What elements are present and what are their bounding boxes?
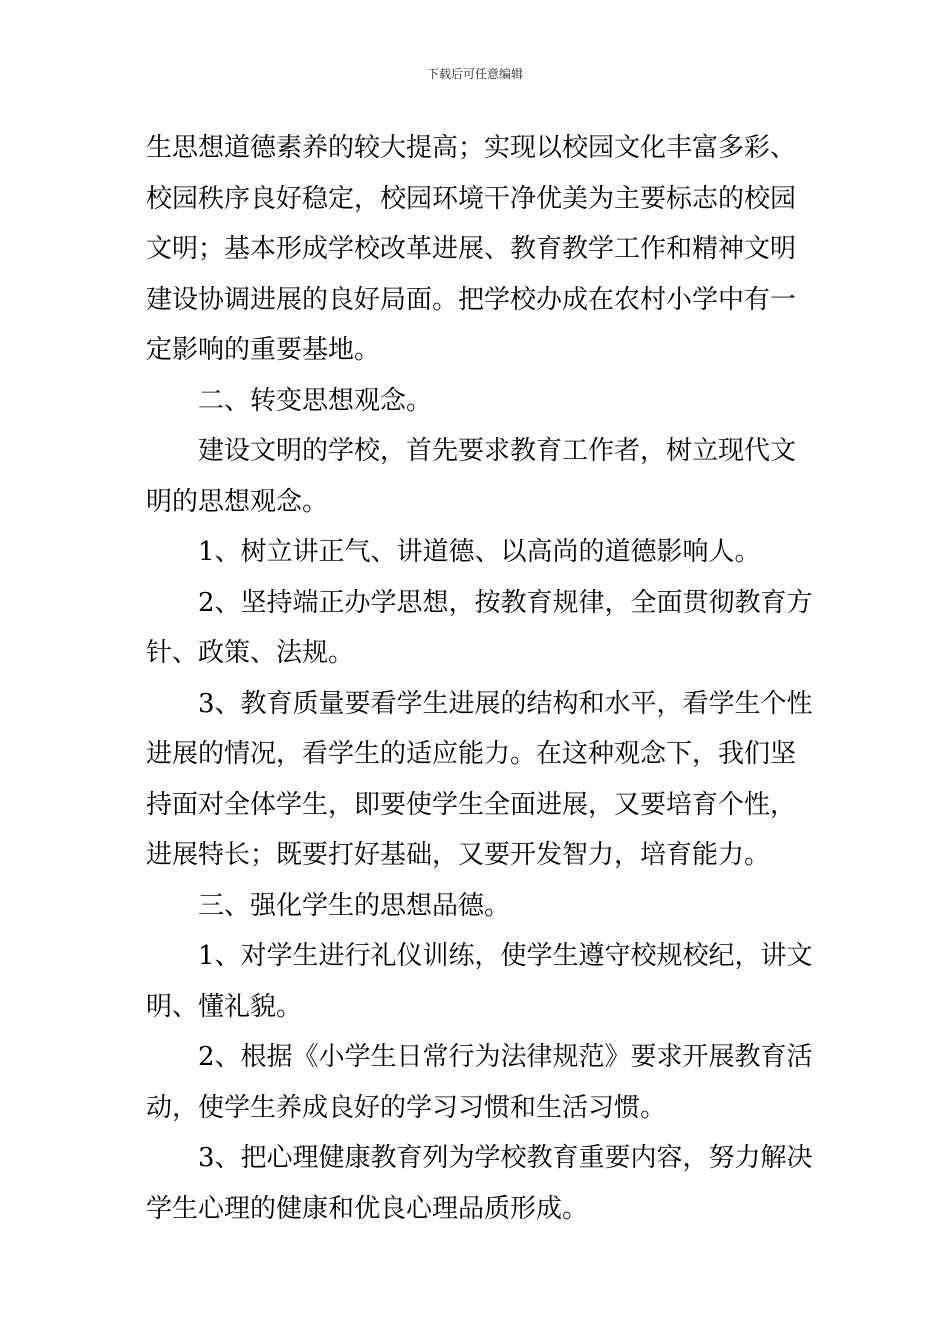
text-line: 建设协调进展的良好局面。把学校办成在农村小学中有一 <box>146 284 797 315</box>
text-line: 生思想道德素养的较大提高；实现以校园文化丰富多彩、 <box>146 133 797 163</box>
list-item: 1、树立讲正气、讲道德、以高尚的道德影响人。 <box>198 537 761 567</box>
text-line: 学生心理的健康和优良心理品质形成。 <box>146 1193 589 1224</box>
list-item: 1、对学生进行礼仪训练，使学生遵守校规校纪，讲文 <box>198 941 813 971</box>
text-line: 定影响的重要基地。 <box>146 335 381 365</box>
text-line: 校园秩序良好稳定，校园环境干净优美为主要标志的校园 <box>146 183 797 214</box>
section-heading: 二、转变思想观念。 <box>198 385 433 416</box>
text-line: 明的思想观念。 <box>146 486 329 517</box>
text-line: 建设文明的学校，首先要求教育工作者，树立现代文 <box>198 436 797 466</box>
page-header: 下载后可任意编辑 <box>426 67 523 81</box>
list-item: 3、把心理健康教育列为学校教育重要内容，努力解决 <box>198 1143 813 1173</box>
text-line: 动，使学生养成良好的学习习惯和生活习惯。 <box>146 1092 667 1123</box>
document-body <box>146 123 813 1234</box>
list-item: 2、坚持端正办学思想，按教育规律，全面贯彻教育方 <box>198 587 813 618</box>
text-line: 进展特长；既要打好基础，又要开发智力，培育能力。 <box>146 840 771 870</box>
text-line: 进展的情况，看学生的适应能力。在这种观念下，我们坚 <box>146 739 797 769</box>
list-item: 2、根据《小学生日常行为法律规范》要求开展教育活 <box>198 1042 813 1072</box>
text-line: 持面对全体学生，即要使学生全面进展，又要培育个性， <box>146 789 797 820</box>
text-line: 针、政策、法规。 <box>146 638 355 668</box>
text-line: 文明；基本形成学校改革进展、教育教学工作和精神文明 <box>146 234 797 264</box>
text-line: 明、懂礼貌。 <box>146 991 303 1022</box>
section-heading: 三、强化学生的思想品德。 <box>198 890 511 921</box>
list-item: 3、教育质量要看学生进展的结构和水平，看学生个性 <box>198 688 813 719</box>
